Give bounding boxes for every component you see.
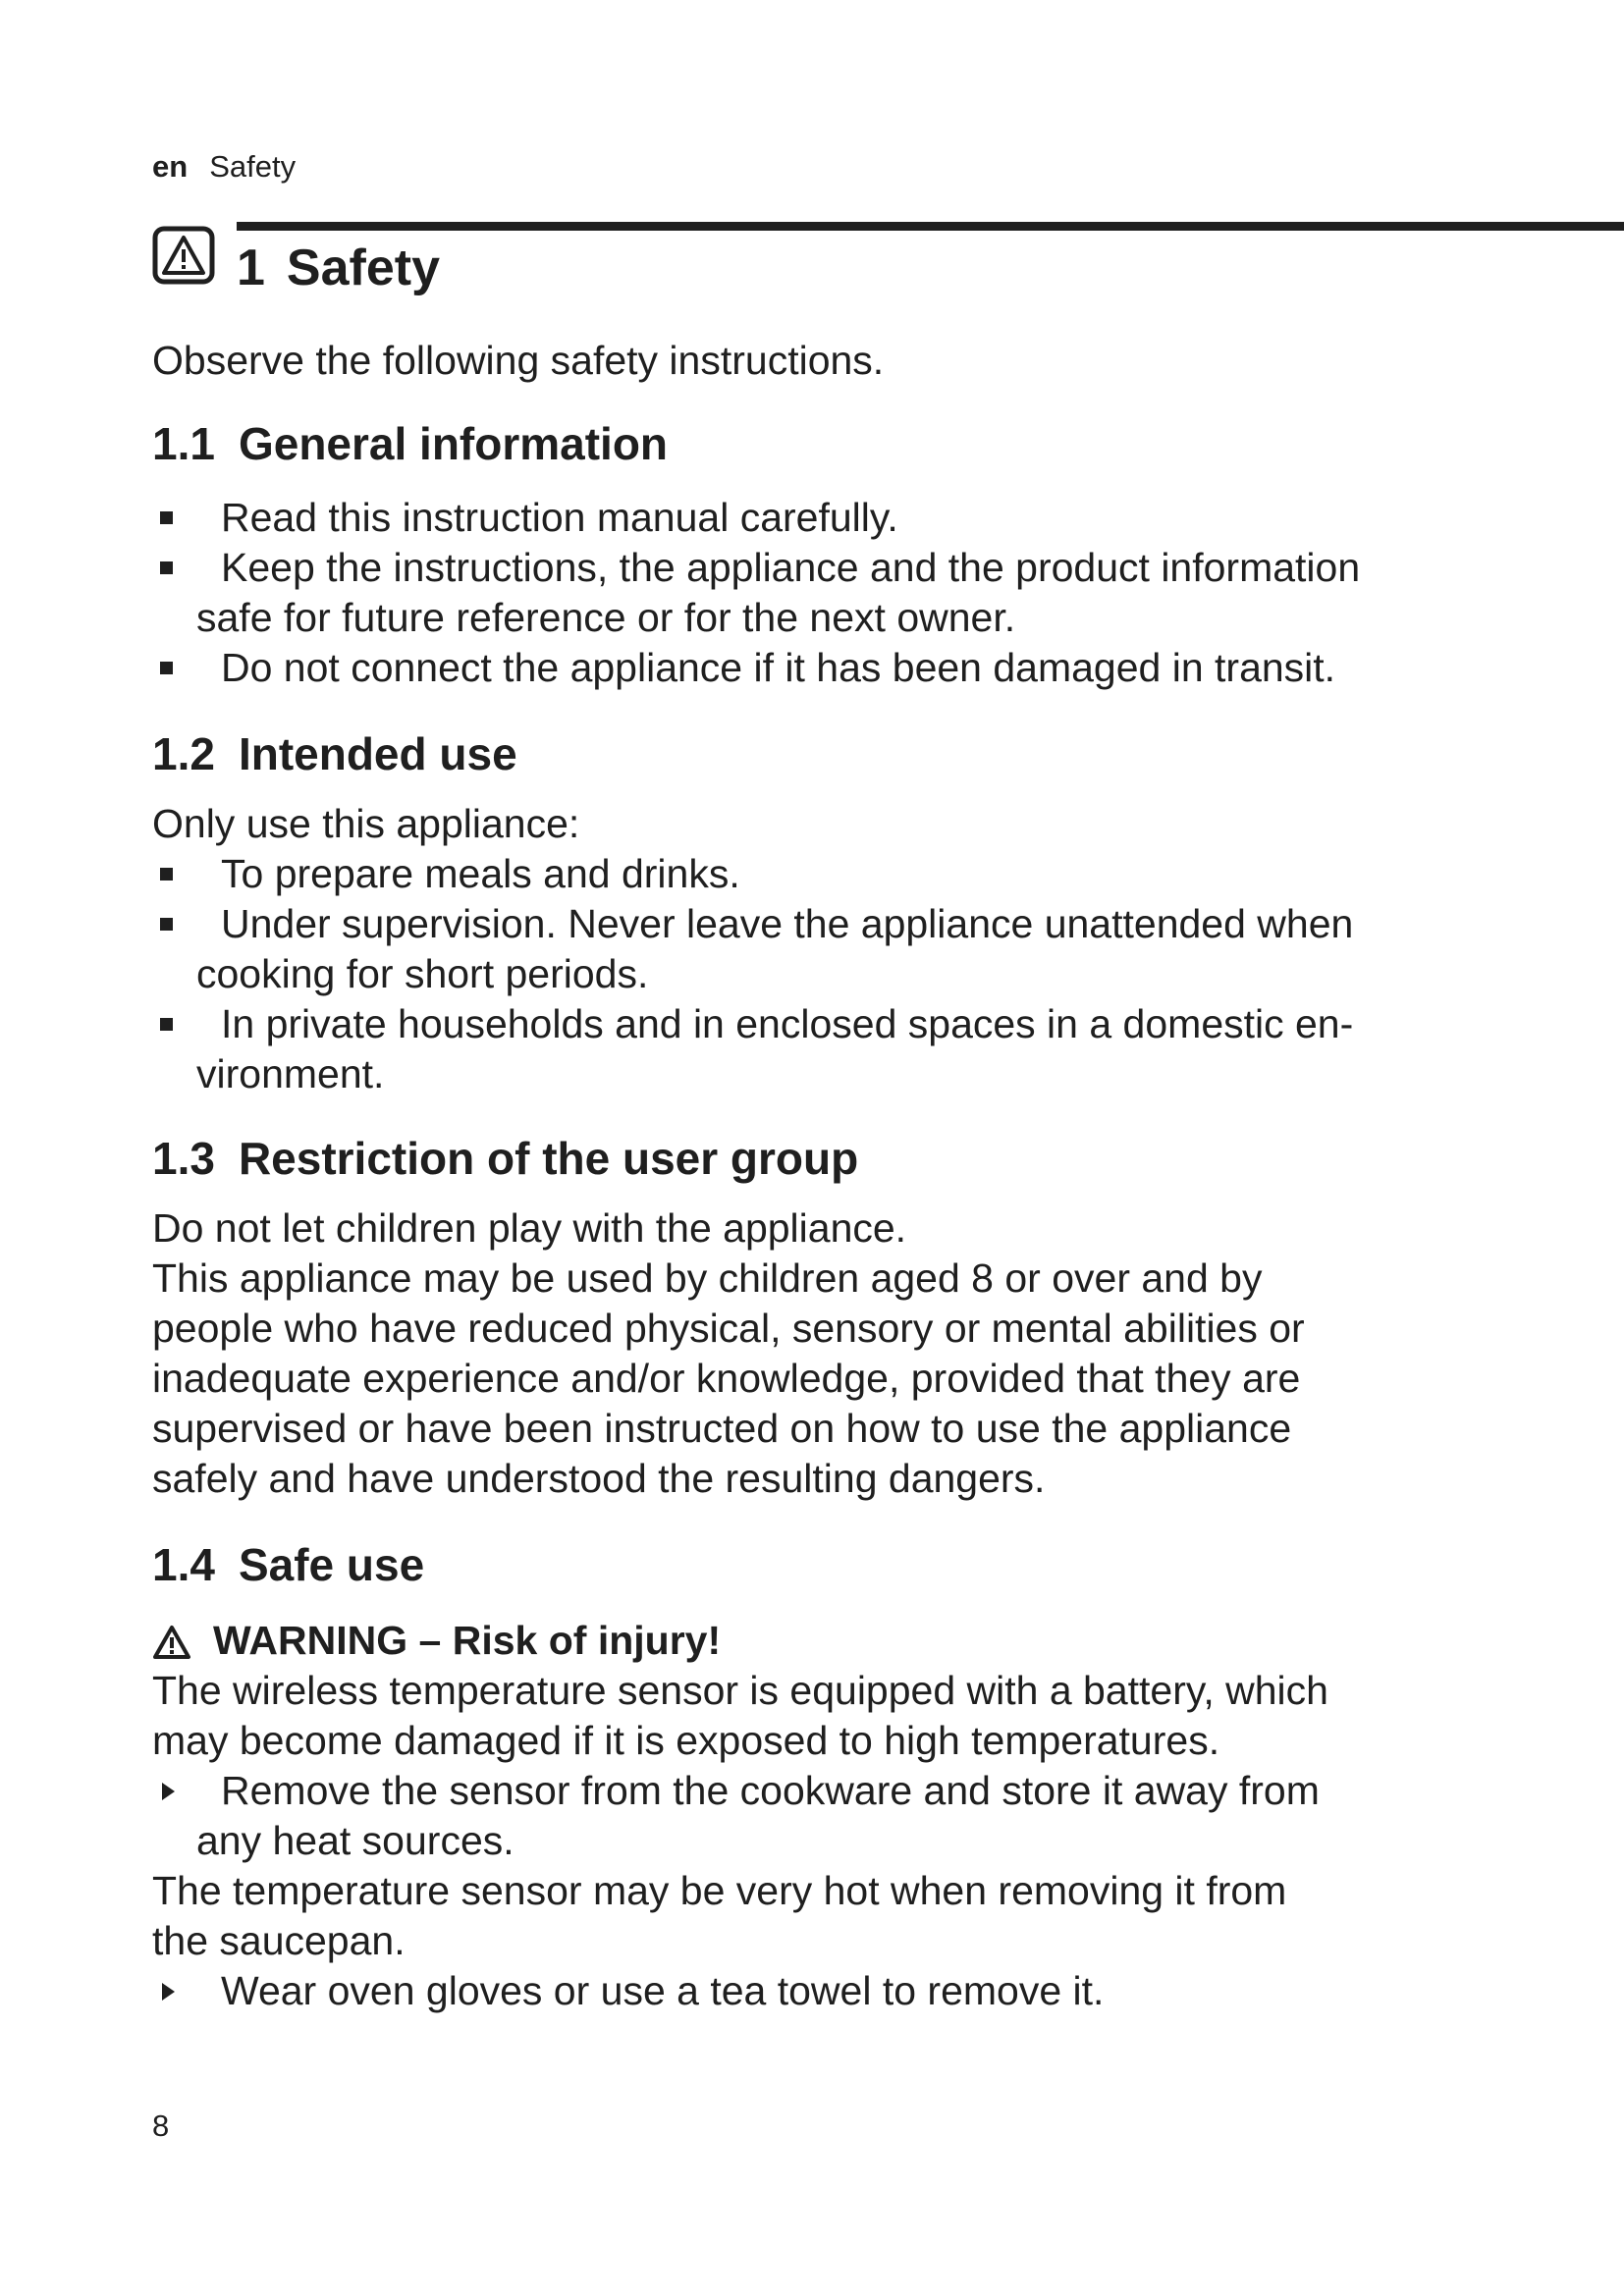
text-line: Do not let children play with the appliance. xyxy=(152,1205,907,1251)
section-heading xyxy=(152,1131,1517,1186)
page-number: 8 xyxy=(152,2109,170,2143)
section-number: 1.1 xyxy=(152,418,215,469)
list-item: In private households and in enclosed spaces in a domestic en- vironment. xyxy=(152,999,1517,1099)
section-title: Safe use xyxy=(238,1539,425,1590)
text-line: The wireless temperature sensor is equipped with a battery, which xyxy=(152,1668,1328,1713)
text-line: The temperature sensor may be very hot when removing it from xyxy=(152,1868,1287,1913)
list-item: Under supervision. Never leave the appliance unattended when cooking for short periods. xyxy=(152,899,1517,999)
text-line: safely and have understood the resulting dangers. xyxy=(152,1456,1046,1501)
square-bullet-icon xyxy=(160,918,173,931)
section-heading xyxy=(152,1537,1517,1592)
text-line: This appliance may be used by children aged 8 or over and by xyxy=(152,1255,1263,1301)
list-item: Do not connect the appliance if it has been damaged in transit. xyxy=(152,643,1517,693)
safe-use-body xyxy=(152,1616,1517,2016)
intended-use-body xyxy=(152,799,1517,1099)
chapter-title xyxy=(237,239,440,297)
running-header xyxy=(152,149,296,185)
list-item: Keep the instructions, the appliance and the product information safe for future reference or for the next owner. xyxy=(152,543,1517,643)
warning-triangle-icon xyxy=(152,1625,191,1660)
chapter-intro-text: Observe the following safety instructions. xyxy=(152,338,885,383)
step-item: Remove the sensor from the cookware and store it away from any heat sources. xyxy=(152,1766,1517,1866)
chapter-title-text: Safety xyxy=(286,240,440,296)
section-restriction-user-group xyxy=(152,1131,1517,1186)
text-line: inadequate experience and/or knowledge, provided that they are xyxy=(152,1356,1301,1401)
list-item: Read this instruction manual carefully. xyxy=(152,493,1517,543)
square-bullet-icon xyxy=(160,662,173,674)
triangle-bullet-icon xyxy=(162,1783,175,1800)
warning-triangle-icon xyxy=(152,226,215,285)
general-information-list xyxy=(152,493,1517,693)
text-line: people who have reduced physical, sensory or mental abilities or xyxy=(152,1306,1305,1351)
running-section-title: Safety xyxy=(209,149,297,184)
section-general-information xyxy=(152,416,1517,471)
chapter-intro xyxy=(152,336,1517,386)
square-bullet-icon xyxy=(160,561,173,574)
chapter-rule xyxy=(237,222,1624,231)
triangle-bullet-icon xyxy=(162,1983,175,2001)
language-code: en xyxy=(152,149,189,184)
square-bullet-icon xyxy=(160,1018,173,1031)
section-safe-use xyxy=(152,1537,1517,1592)
square-bullet-icon xyxy=(160,868,173,881)
section-number: 1.2 xyxy=(152,728,215,779)
warning-heading xyxy=(152,1616,1517,1666)
section-title: Restriction of the user group xyxy=(238,1133,859,1184)
section-heading xyxy=(152,416,1517,471)
section-number: 1.3 xyxy=(152,1133,215,1184)
section-title: General information xyxy=(238,418,669,469)
section-title: Intended use xyxy=(238,728,517,779)
section-intended-use xyxy=(152,726,1517,781)
text-line: supervised or have been instructed on how to use the appliance xyxy=(152,1406,1292,1451)
square-bullet-icon xyxy=(160,511,173,524)
intended-use-intro: Only use this appliance: xyxy=(152,801,580,846)
chapter-number: 1 xyxy=(237,240,265,296)
text-line: may become damaged if it is exposed to high temperatures. xyxy=(152,1718,1220,1763)
list-item: To prepare meals and drinks. xyxy=(152,849,1517,899)
section-number: 1.4 xyxy=(152,1539,215,1590)
text-line: the saucepan. xyxy=(152,1918,406,1963)
warning-title: WARNING – Risk of injury! xyxy=(213,1618,722,1663)
restriction-body xyxy=(152,1203,1517,1504)
step-item: Wear oven gloves or use a tea towel to remove it. xyxy=(152,1966,1517,2016)
section-heading xyxy=(152,726,1517,781)
